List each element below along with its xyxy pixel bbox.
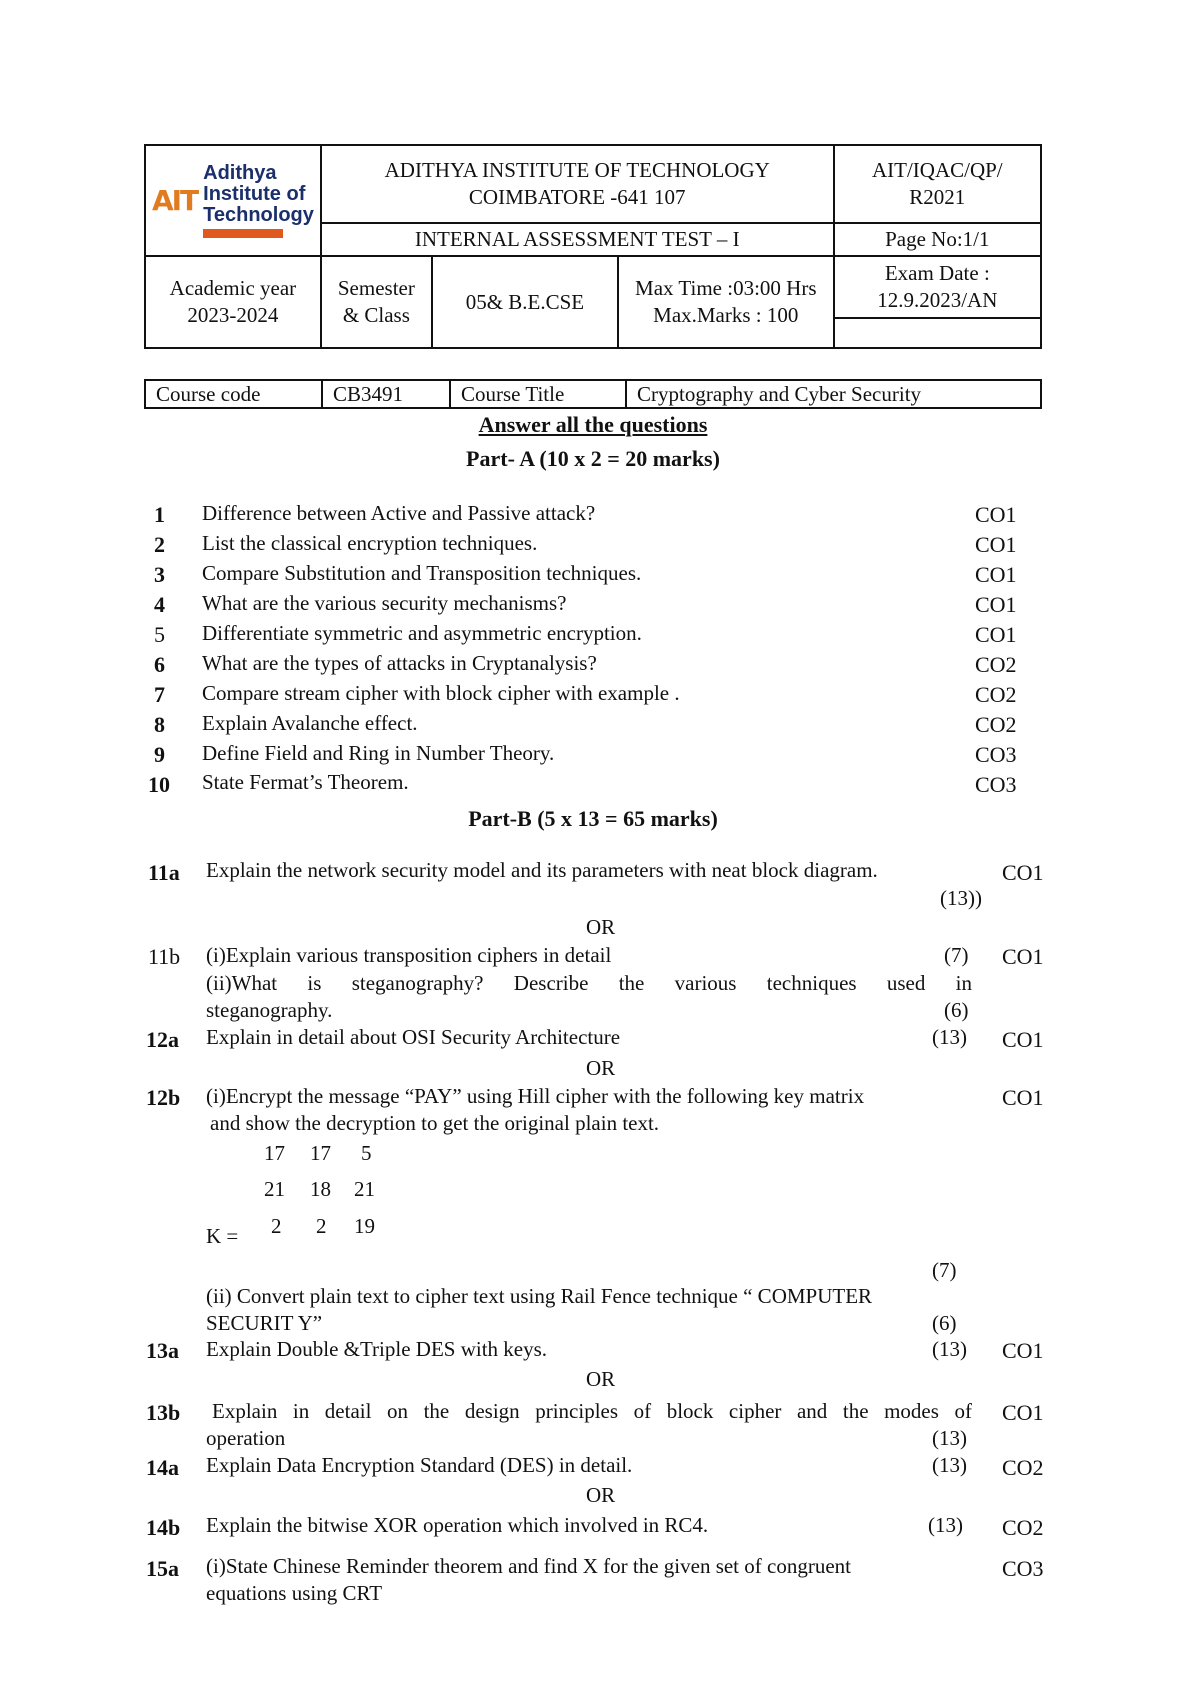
course-outcome: CO1 (975, 622, 1017, 647)
code-cell (834, 145, 1041, 223)
question-number: 15a (146, 1556, 179, 1581)
question-text: Explain the network security model and its parameters with neat block diagram. (206, 858, 878, 882)
matrix-cell: 21 (264, 1177, 285, 1201)
class-value: 05& B.E.CSE (432, 256, 618, 348)
marks: (7) (932, 1258, 957, 1282)
matrix-cell: 2 (271, 1214, 282, 1238)
question-number: 14a (146, 1455, 179, 1480)
question-text: Explain Double &Triple DES with keys. (206, 1337, 548, 1361)
question-text: SECURIT Y” (206, 1311, 323, 1335)
course-outcome: CO1 (1002, 1027, 1044, 1052)
question-number: 3 (154, 562, 165, 587)
part-b-heading: Part-B (5 x 13 = 65 marks) (468, 806, 718, 831)
question-number: 2 (154, 532, 165, 557)
or-separator: OR (586, 1056, 616, 1080)
course-outcome: CO2 (1002, 1515, 1044, 1540)
marks: (6) (932, 1311, 957, 1335)
question-text: Compare stream cipher with block cipher with example . (202, 681, 680, 705)
matrix-cell: 2 (316, 1214, 327, 1238)
question-number: 11b (148, 944, 181, 969)
marks: (13)) (940, 886, 982, 910)
course-title-value: Cryptography and Cyber Security (626, 380, 1041, 408)
question-text: Differentiate symmetric and asymmetric encryption. (202, 621, 642, 645)
question-number: 1 (154, 502, 165, 527)
institute-logo (150, 163, 316, 238)
logo-band (203, 229, 283, 238)
question-text: (ii) Convert plain text to cipher text using Rail Fence technique “ COMPUTER (206, 1284, 873, 1308)
course-outcome: CO2 (1002, 1455, 1044, 1480)
course-outcome: CO1 (1002, 944, 1044, 969)
question-text: List the classical encryption techniques. (202, 531, 538, 555)
question-number: 4 (154, 592, 165, 617)
course-outcome: CO1 (975, 502, 1017, 527)
or-separator: OR (586, 1483, 616, 1507)
marks: (13) (932, 1453, 967, 1477)
question-text: What are the types of attacks in Cryptanalysis? (202, 651, 597, 675)
marks: (6) (944, 998, 969, 1022)
marks: (13) (932, 1337, 967, 1361)
or-separator: OR (586, 1367, 616, 1391)
question-number: 12b (146, 1085, 181, 1110)
question-text: (i)Encrypt the message “PAY” using Hill cipher with the following key matrix (206, 1084, 865, 1108)
exam-date-cell: Exam Date : 12.9.2023/AN (834, 256, 1041, 318)
matrix-cell: 17 (264, 1141, 285, 1165)
institute-cell (321, 145, 834, 223)
question-text: What are the various security mechanisms? (202, 591, 567, 615)
logo-cell (145, 145, 321, 256)
course-outcome: CO1 (1002, 1338, 1044, 1363)
question-number: 13a (146, 1338, 179, 1363)
question-number: 5 (154, 622, 165, 647)
question-text: Explain in detail on the design principles of block cipher and the modes of (212, 1399, 972, 1423)
institute-location: COIMBATORE -641 107 (468, 185, 686, 209)
question-text: equations using CRT (206, 1581, 383, 1605)
course-code-label: Course code (145, 380, 322, 408)
course-outcome: CO2 (975, 652, 1017, 677)
marks: (13) (932, 1025, 967, 1049)
matrix-cell: 17 (310, 1141, 331, 1165)
logo-name: Adithya Institute of Technology (203, 162, 314, 226)
test-name: INTERNAL ASSESSMENT TEST – I (321, 223, 834, 256)
question-text: Explain in detail about OSI Security Architecture (206, 1025, 621, 1049)
question-text: Define Field and Ring in Number Theory. (202, 741, 555, 765)
course-outcome: CO1 (975, 562, 1017, 587)
matrix-label: K = (206, 1224, 239, 1248)
course-outcome: CO1 (975, 592, 1017, 617)
header-table (144, 144, 1042, 349)
question-text: Compare Substitution and Transposition techniques. (202, 561, 642, 585)
question-number: 8 (154, 712, 165, 737)
question-number: 13b (146, 1400, 181, 1425)
question-text: State Fermat’s Theorem. (202, 770, 409, 794)
semester-cell: Semester & Class (321, 256, 432, 348)
question-number: 10 (148, 772, 170, 797)
doc-code-line1: AIT/IQAC/QP/ (871, 158, 1003, 182)
question-text: (i)Explain various transposition ciphers in detail (206, 943, 612, 967)
question-text: Explain the bitwise XOR operation which involved in RC4. (206, 1513, 709, 1537)
question-number: 9 (154, 742, 165, 767)
question-number: 7 (154, 682, 165, 707)
course-title-label: Course Title (450, 380, 626, 408)
question-number: 6 (154, 652, 165, 677)
course-outcome: CO2 (975, 682, 1017, 707)
course-outcome: CO3 (975, 742, 1017, 767)
marks: (7) (944, 943, 969, 967)
question-text: Difference between Active and Passive attack? (202, 501, 596, 525)
question-number: 12a (146, 1027, 179, 1052)
course-code-value: CB3491 (322, 380, 450, 408)
course-outcome: CO1 (1002, 1085, 1044, 1110)
logo-mark: AIT (151, 184, 198, 217)
course-outcome: CO1 (1002, 1400, 1044, 1425)
institute-name: ADITHYA INSTITUTE OF TECHNOLOGY (384, 158, 770, 182)
course-outcome: CO1 (975, 532, 1017, 557)
question-text: and show the decryption to get the original plain text. (210, 1111, 660, 1135)
instructions: Answer all the questions (478, 412, 708, 437)
empty-cell (834, 318, 1041, 348)
question-text: (ii)What is steganography? Describe the various techniques used in (206, 971, 972, 995)
question-text: Explain Data Encryption Standard (DES) in detail. (206, 1453, 633, 1477)
question-number: 11a (148, 860, 180, 885)
matrix-cell: 19 (354, 1214, 375, 1238)
academic-year-cell: Academic year 2023-2024 (145, 256, 321, 348)
question-text: operation (206, 1426, 286, 1450)
question-number: 14b (146, 1515, 181, 1540)
matrix-cell: 5 (361, 1141, 372, 1165)
course-table (144, 379, 1042, 409)
page-number: Page No:1/1 (834, 223, 1041, 256)
or-separator: OR (586, 915, 616, 939)
course-outcome: CO3 (975, 772, 1017, 797)
matrix-cell: 21 (354, 1177, 375, 1201)
question-text: (i)State Chinese Reminder theorem and find X for the given set of congruent (206, 1554, 851, 1578)
marks: (13) (932, 1426, 967, 1450)
marks: (13) (928, 1513, 963, 1537)
matrix-cell: 18 (310, 1177, 331, 1201)
question-text: Explain Avalanche effect. (202, 711, 418, 735)
course-outcome: CO1 (1002, 860, 1044, 885)
max-time-cell: Max Time :03:00 Hrs Max.Marks : 100 (618, 256, 834, 348)
part-a-heading: Part- A (10 x 2 = 20 marks) (466, 446, 720, 471)
course-outcome: CO3 (1002, 1556, 1044, 1581)
doc-code-line2: R2021 (909, 185, 966, 209)
course-outcome: CO2 (975, 712, 1017, 737)
question-text: steganography. (206, 998, 333, 1022)
